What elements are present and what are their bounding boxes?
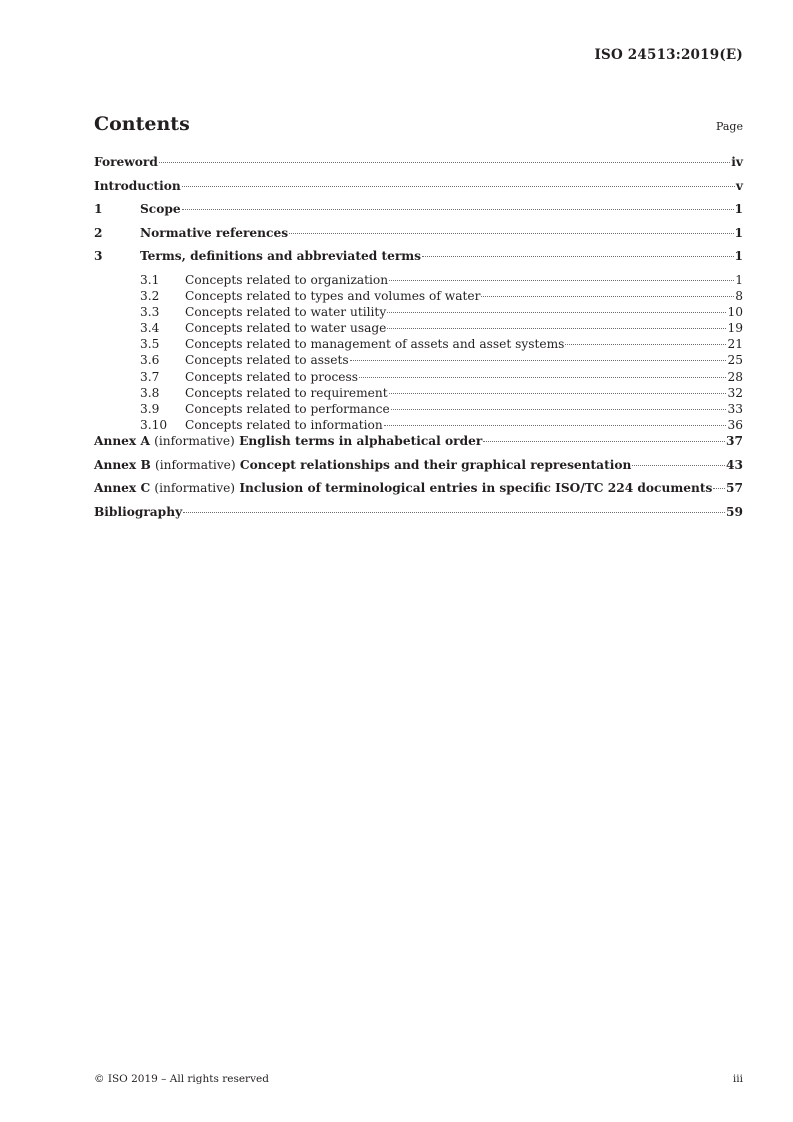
toc-entry-number: 2 xyxy=(94,225,103,240)
copyright-notice: © ISO 2019 – All rights reserved xyxy=(94,1073,269,1085)
toc-subentry[interactable] xyxy=(94,418,743,434)
dot-leader xyxy=(713,488,725,489)
toc-entry[interactable] xyxy=(94,202,743,226)
contents-heading xyxy=(94,113,743,135)
dot-leader xyxy=(159,162,730,163)
dot-leader xyxy=(182,186,735,187)
toc-entry[interactable] xyxy=(94,179,743,203)
annex-type-note: (informative) xyxy=(155,457,236,472)
toc-entry-page: 10 xyxy=(727,304,743,319)
toc-entry-title: Scope xyxy=(140,202,181,216)
toc-entry-page: 43 xyxy=(726,457,743,472)
dot-leader xyxy=(481,296,734,297)
page-column-label: Page xyxy=(715,120,743,133)
dot-leader xyxy=(632,465,725,466)
toc-entry-title: Concepts related to organization xyxy=(185,272,389,287)
toc-entry-page: 57 xyxy=(726,481,743,496)
toc-entry-number: 3.6 xyxy=(140,353,160,368)
toc-entry-title: Introduction xyxy=(94,178,181,193)
toc-entry-title: Concepts related to types and volumes of water xyxy=(185,288,481,303)
toc-entry-number: 3.2 xyxy=(140,288,160,303)
toc-entry-page: 25 xyxy=(727,353,743,368)
toc-subentry[interactable] xyxy=(94,386,743,402)
toc-subentry[interactable] xyxy=(94,337,743,353)
dot-leader xyxy=(389,393,727,394)
annex-label: Annex A xyxy=(94,434,150,449)
annex-label: Annex C xyxy=(94,481,151,496)
toc-entry-number: 3.10 xyxy=(140,418,168,433)
toc-subentry[interactable] xyxy=(94,305,743,321)
page-footer xyxy=(94,1073,743,1085)
toc-entry-page: 1 xyxy=(735,272,743,287)
toc-subentry[interactable] xyxy=(94,289,743,305)
toc-subentry[interactable] xyxy=(94,353,743,369)
toc-entry[interactable] xyxy=(94,481,743,505)
annex-type-note: (informative) xyxy=(154,481,236,496)
toc-entry-page: 21 xyxy=(727,337,743,352)
toc-entry-page: 37 xyxy=(726,434,743,449)
toc-subentry[interactable] xyxy=(94,370,743,386)
toc-entry-number: 3.5 xyxy=(140,337,160,352)
toc-entry[interactable] xyxy=(94,155,743,179)
toc-entry[interactable] xyxy=(94,458,743,482)
dot-leader xyxy=(387,312,726,313)
toc-entry-title: Concepts related to requirement xyxy=(185,385,388,400)
toc-entry-title: Concepts related to assets xyxy=(185,353,349,368)
toc-entry-number: 3.3 xyxy=(140,304,160,319)
dot-leader xyxy=(182,209,734,210)
toc-entry-title: Concepts related to water utility xyxy=(185,304,387,319)
contents-title: Contents xyxy=(94,113,190,135)
dot-leader xyxy=(384,425,727,426)
table-of-contents xyxy=(94,155,743,528)
toc-entry-number: 3.1 xyxy=(140,272,160,287)
dot-leader xyxy=(483,441,725,442)
dot-leader xyxy=(565,344,726,345)
dot-leader xyxy=(359,377,726,378)
toc-subentry[interactable] xyxy=(94,273,743,289)
toc-entry-page: iv xyxy=(731,155,743,169)
annex-label: Annex B xyxy=(94,457,151,472)
toc-entry-title: Foreword xyxy=(94,155,158,169)
toc-entry-title: Terms, definitions and abbreviated terms xyxy=(140,249,422,263)
page-number: iii xyxy=(732,1073,743,1085)
toc-entry-page: 28 xyxy=(727,369,743,384)
toc-entry-title: Concepts related to performance xyxy=(185,402,390,416)
toc-entry-page: 36 xyxy=(727,418,743,433)
dot-leader xyxy=(389,280,734,281)
toc-entry-number: 3.8 xyxy=(140,385,160,400)
toc-entry[interactable] xyxy=(94,249,743,273)
toc-entry-title: Concepts related to management of assets and asset systems xyxy=(185,337,565,352)
toc-subentry[interactable] xyxy=(94,402,743,418)
toc-entry-page: 1 xyxy=(734,225,743,240)
dot-leader xyxy=(350,360,727,361)
toc-entry-page: 1 xyxy=(734,202,743,216)
toc-entry-title: Concepts related to water usage xyxy=(185,321,387,336)
dot-leader xyxy=(391,409,727,410)
toc-entry-title: Concept relationships and their graphical representation xyxy=(239,457,632,472)
dot-leader xyxy=(422,256,733,257)
toc-entry-title: Concepts related to information xyxy=(185,418,383,433)
toc-entry-page: 19 xyxy=(727,321,743,336)
toc-entry-title: English terms in alphabetical order xyxy=(239,434,483,449)
toc-entry-title: Concepts related to process xyxy=(185,369,358,384)
toc-entry-page: 8 xyxy=(735,288,743,303)
annex-type-note: (informative) xyxy=(154,434,235,449)
toc-entry-page: 59 xyxy=(726,504,743,519)
toc-entry-number: 3.7 xyxy=(140,369,160,384)
dot-leader xyxy=(387,328,726,329)
dot-leader xyxy=(289,233,733,234)
toc-entry-number: 3 xyxy=(94,249,103,263)
toc-entry-title: Bibliography xyxy=(94,504,183,519)
toc-entry-number: 1 xyxy=(94,202,103,216)
toc-subentry[interactable] xyxy=(94,321,743,337)
toc-entry[interactable] xyxy=(94,226,743,250)
toc-entry-page: 33 xyxy=(727,402,743,416)
document-id: ISO 24513:2019(E) xyxy=(594,47,743,63)
toc-entry-title: Inclusion of terminological entries in specific ISO/TC 224 documents xyxy=(239,481,713,496)
toc-entry-number: 3.9 xyxy=(140,402,160,416)
toc-entry-title: Normative references xyxy=(140,225,289,240)
toc-entry-page: 32 xyxy=(727,385,743,400)
toc-entry[interactable] xyxy=(94,434,743,458)
toc-entry-page: v xyxy=(735,178,743,193)
dot-leader xyxy=(183,512,725,513)
toc-entry-page: 1 xyxy=(734,249,743,263)
toc-entry[interactable] xyxy=(94,505,743,529)
toc-entry-number: 3.4 xyxy=(140,321,160,336)
